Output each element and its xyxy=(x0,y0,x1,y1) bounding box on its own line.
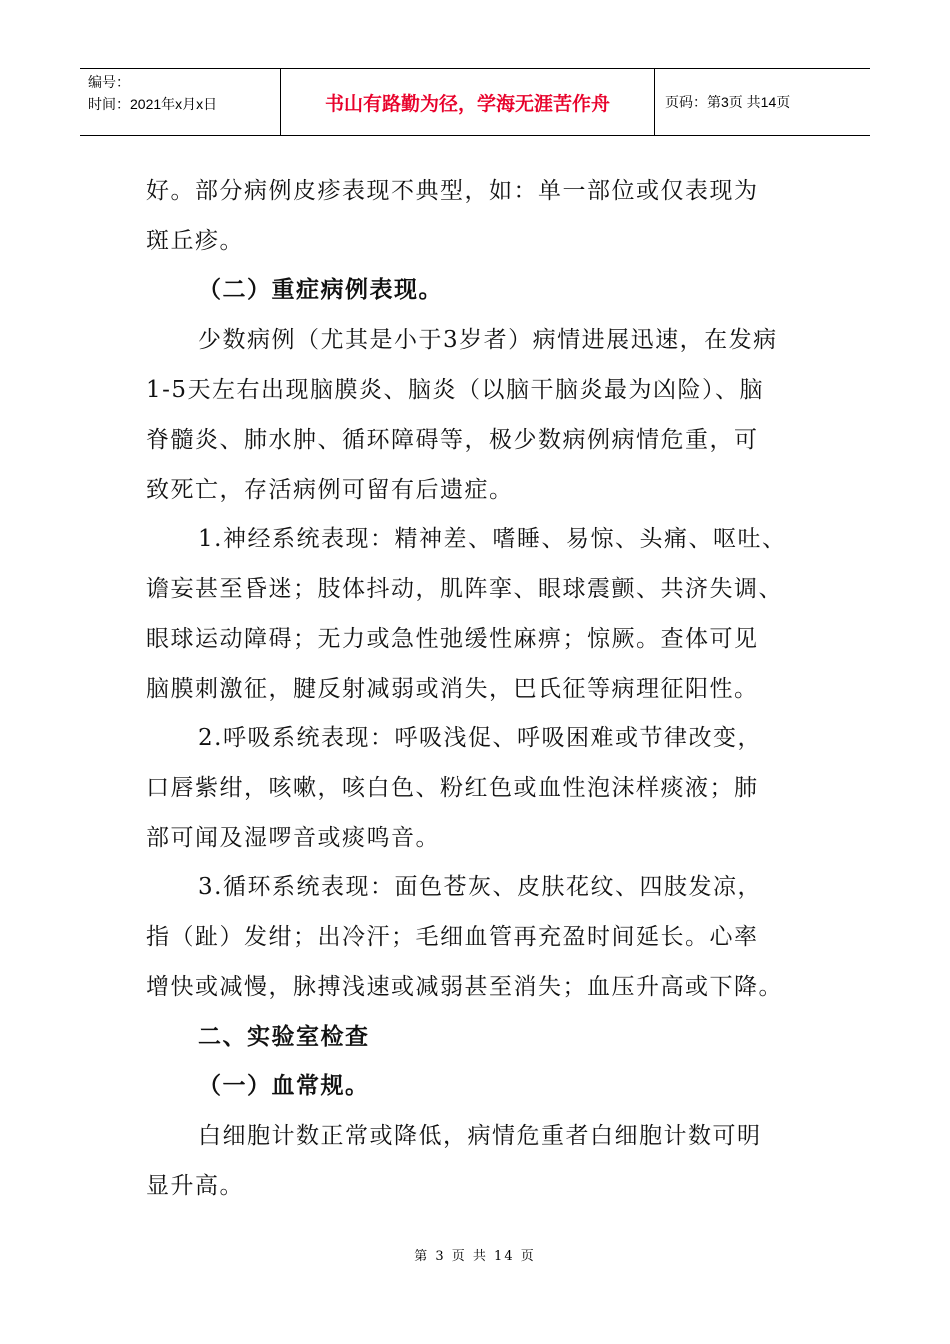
paragraph-line: 3.循环系统表现：面色苍灰、皮肤花纹、四肢发凉， xyxy=(198,874,762,900)
paragraph-line: 谵妄甚至昏迷；肢体抖动，肌阵挛、眼球震颤、共济失调、 xyxy=(146,576,783,602)
paragraph-line: 少数病例（尤其是小于3岁者）病情进展迅速，在发病 xyxy=(198,327,778,353)
header-motto: 书山有路勤为径，学海无涯苦作舟 xyxy=(281,69,655,135)
paragraph-line: 部可闻及湿啰音或痰鸣音。 xyxy=(146,825,440,851)
paragraph-line: 显升高。 xyxy=(146,1173,244,1199)
paragraph-line: 脊髓炎、肺水肿、循环障碍等，极少数病例病情危重，可 xyxy=(146,427,759,453)
paragraph-line: 致死亡，存活病例可留有后遗症。 xyxy=(146,477,514,503)
subsection-heading: （一）血常规。 xyxy=(198,1073,370,1099)
time-label: 时间：2021年x月x日 xyxy=(88,96,218,112)
paragraph-line: 好。部分病例皮疹表现不典型，如：单一部位或仅表现为 xyxy=(146,178,759,204)
paragraph-line: 2.呼吸系统表现：呼吸浅促、呼吸困难或节律改变， xyxy=(198,725,762,751)
page-footer: 第 3 页 共 14 页 xyxy=(414,1249,536,1264)
paragraph-line: 1.神经系统表现：精神差、嗜睡、易惊、头痛、呕吐、 xyxy=(198,526,787,552)
header-table xyxy=(80,68,870,136)
paragraph-line: 1-5天左右出现脑膜炎、脑炎（以脑干脑炎最为凶险）、脑 xyxy=(146,377,765,403)
paragraph-line: 斑丘疹。 xyxy=(146,228,244,254)
paragraph-line: 白细胞计数正常或降低，病情危重者白细胞计数可明 xyxy=(198,1123,762,1149)
paragraph-line: 眼球运动障碍；无力或急性弛缓性麻痹；惊厥。查体可见 xyxy=(146,626,759,652)
paragraph-line: 指（趾）发绀；出冷汗；毛细血管再充盈时间延长。心率 xyxy=(146,924,759,950)
section-heading: （二）重症病例表现。 xyxy=(198,277,443,303)
number-label: 编号： xyxy=(88,74,130,90)
section-heading: 二、实验室检查 xyxy=(198,1024,370,1050)
paragraph-line: 口唇紫绀，咳嗽，咳白色、粉红色或血性泡沫样痰液；肺 xyxy=(146,775,759,801)
paragraph-line: 脑膜刺激征，腱反射减弱或消失，巴氏征等病理征阳性。 xyxy=(146,676,759,702)
header-meta-cell xyxy=(80,69,281,135)
paragraph-line: 增快或减慢，脉搏浅速或减弱甚至消失；血压升高或下降。 xyxy=(146,974,783,1000)
header-page-info: 页码：第3页 共14页 xyxy=(665,94,791,110)
